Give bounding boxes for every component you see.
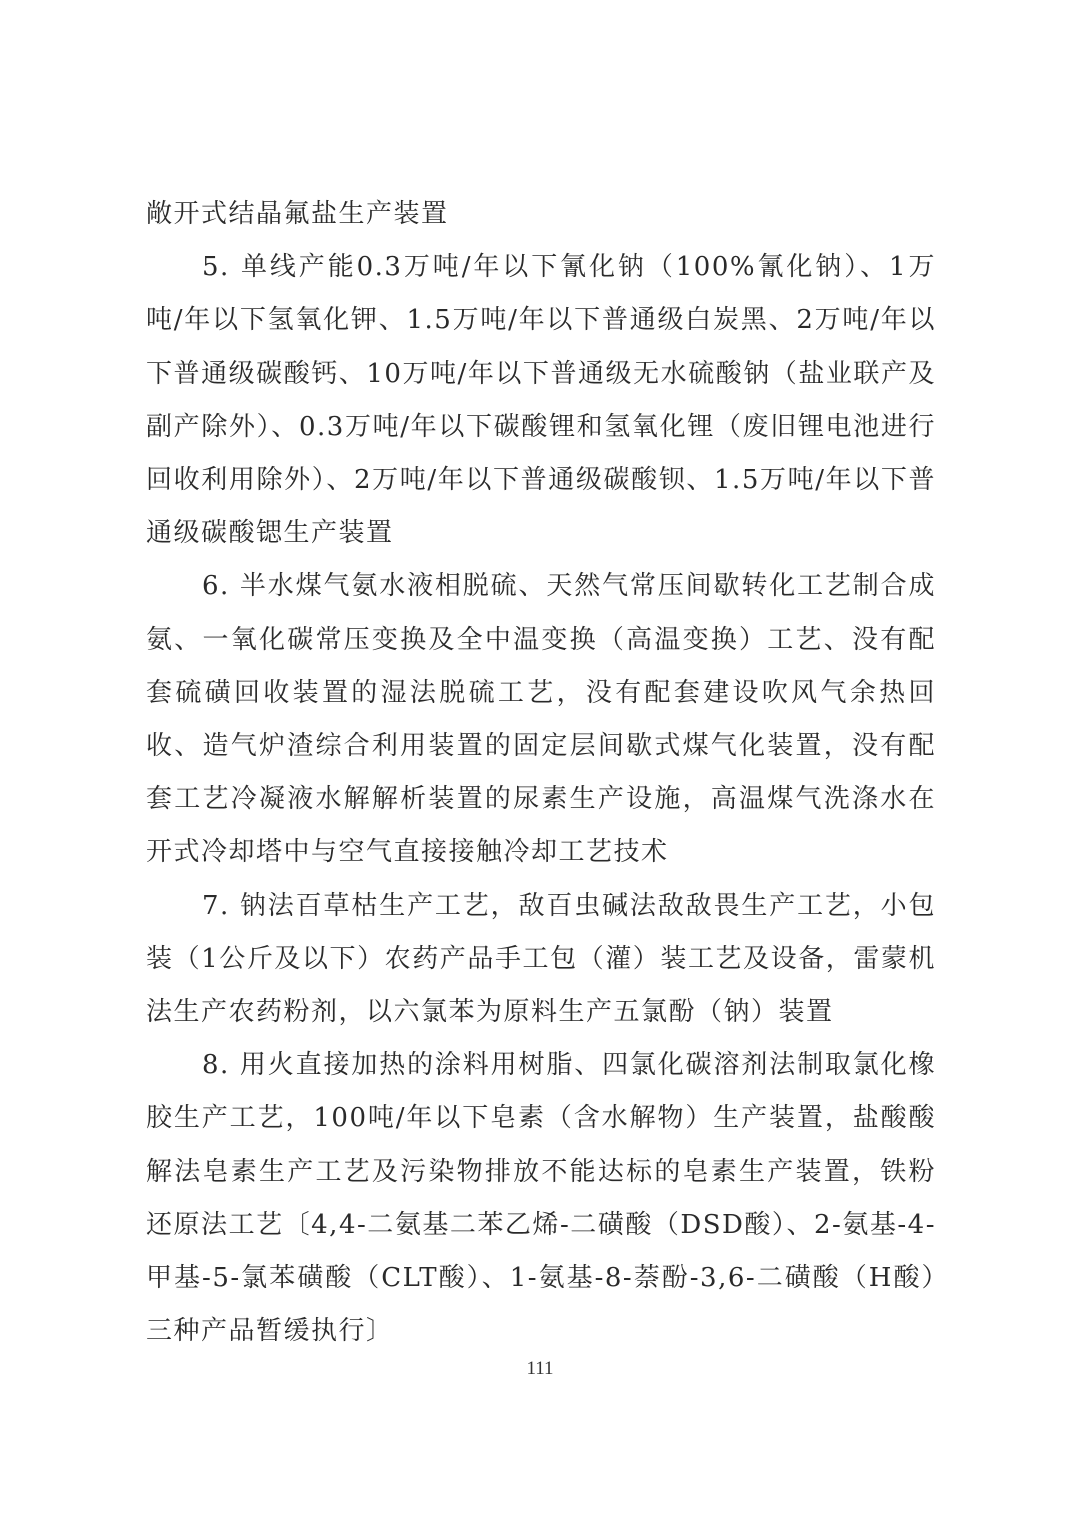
page-number: 111	[526, 1358, 554, 1379]
paragraph-continuation: 敞开式结晶氟盐生产装置	[146, 199, 449, 229]
body-text	[146, 188, 936, 1358]
paragraph-item-7: 7. 钠法百草枯生产工艺，敌百虫碱法敌敌畏生产工艺，小包装（1公斤及以下）农药产品手工包（灌）装工艺及设备，雷蒙机法生产农药粉剂，以六氯苯为原料生产五氯酚（钠）装置	[146, 890, 936, 1028]
paragraph-item-8: 8. 用火直接加热的涂料用树脂、四氯化碳溶剂法制取氯化橡胶生产工艺，100吨/年以下皂素（含水解物）生产装置，盐酸酸解法皂素生产工艺及污染物排放不能达标的皂素生产装置，铁粉还原法工艺〔4,4-二氨基二苯乙烯-二磺酸（DSD酸）、2-氨基-4-甲基-5-氯苯磺酸（CLT酸）、1-氨基-8-萘酚-3,6-二磺酸（H酸）三种产品暂缓执行〕	[146, 1050, 936, 1347]
paragraph-item-5: 5. 单线产能0.3万吨/年以下氰化钠（100%氰化钠）、1万吨/年以下氢氧化钾、1.5万吨/年以下普通级白炭黑、2万吨/年以下普通级碳酸钙、10万吨/年以下普通级无水硫酸钠（盐业联产及副产除外）、0.3万吨/年以下碳酸锂和氢氧化锂（废旧锂电池进行回收利用除外）、2万吨/年以下普通级碳酸钡、1.5万吨/年以下普通级碳酸锶生产装置	[146, 252, 936, 549]
paragraph-item-6: 6. 半水煤气氨水液相脱硫、天然气常压间歇转化工艺制合成氨、一氧化碳常压变换及全中温变换（高温变换）工艺、没有配套硫磺回收装置的湿法脱硫工艺，没有配套建设吹风气余热回收、造气炉渣综合利用装置的固定层间歇式煤气化装置，没有配套工艺冷凝液水解解析装置的尿素生产设施，高温煤气洗涤水在开式冷却塔中与空气直接接触冷却工艺技术	[146, 571, 936, 868]
